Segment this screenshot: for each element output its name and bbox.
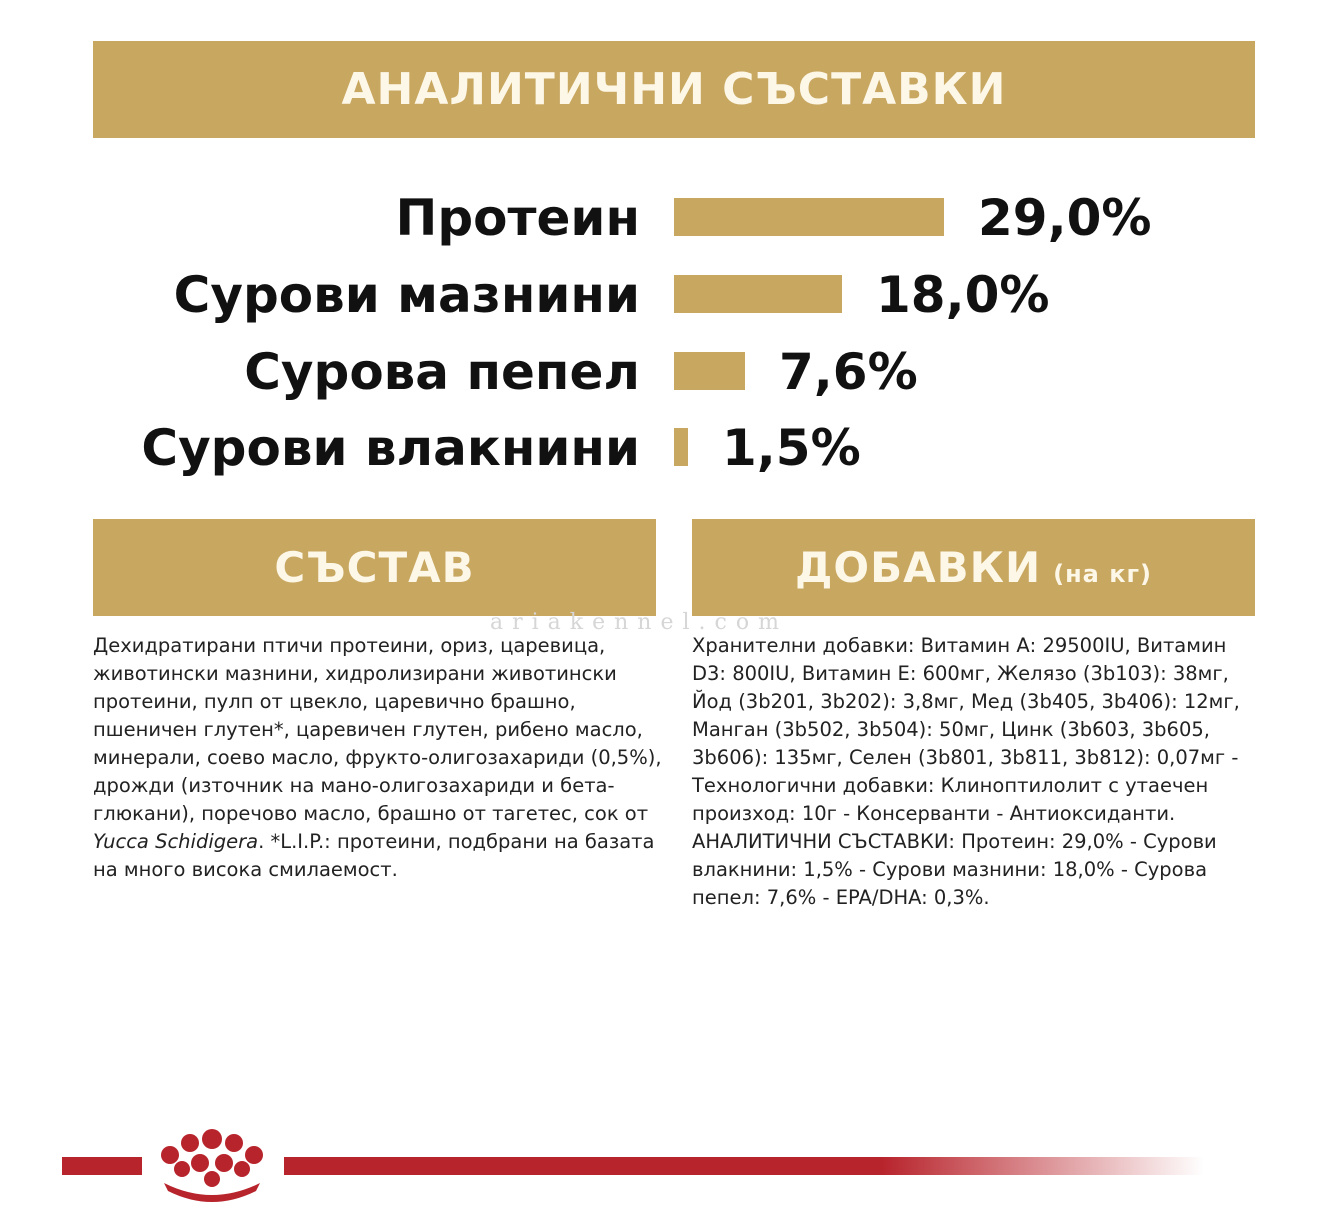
footer-line-right xyxy=(284,1157,1204,1175)
additives-header xyxy=(692,519,1255,616)
analytic-bar xyxy=(674,198,944,236)
analytic-value: 7,6% xyxy=(779,343,918,401)
composition-title: СЪСТАВ xyxy=(274,543,475,592)
additives-title-suffix: (на кг) xyxy=(1053,559,1153,588)
analytic-bar xyxy=(674,352,745,390)
analytical-constituents-title: АНАЛИТИЧНИ СЪСТАВКИ xyxy=(341,64,1007,115)
analytic-value: 29,0% xyxy=(978,189,1152,247)
analytic-label: Протеин xyxy=(395,189,640,247)
analytic-label: Сурова пепел xyxy=(244,343,640,401)
analytic-value: 1,5% xyxy=(722,419,861,477)
composition-text-italic: Yucca Schidigera xyxy=(93,830,259,853)
composition-header xyxy=(93,519,656,616)
analytic-value: 18,0% xyxy=(876,266,1050,324)
additives-title: ДОБАВКИ xyxy=(794,543,1042,592)
analytic-bar xyxy=(674,275,842,313)
analytic-row-fat xyxy=(0,260,1318,330)
analytic-row-protein xyxy=(0,183,1318,253)
analytic-label: Сурови влакнини xyxy=(141,419,640,477)
royal-canin-crown-icon xyxy=(148,1125,276,1205)
analytic-label: Сурови мазнини xyxy=(173,266,640,324)
analytic-bar xyxy=(674,428,688,466)
footer-line-left xyxy=(62,1157,142,1175)
analytical-constituents-header xyxy=(93,41,1255,138)
composition-text-part: Дехидратирани птичи протеини, ориз, царевица, животински мазнини, хидролизирани животински протеини, пулп от цвекло, царевично брашно, пшеничен глутен*, царевичен глутен, рибено масло, минерали, соево масло, фрукто-олигозахариди (0,5%), дрожди (източник на мано-олигозахариди и бета-глюкани), поречово масло, брашно от тагетес, сок от xyxy=(93,634,662,825)
watermark: ariakennel.com xyxy=(490,610,788,635)
composition-text xyxy=(93,632,663,884)
additives-text: Хранителни добавки: Витамин А: 29500IU, Витамин D3: 800IU, Витамин Е: 600мг, Желязо (3b103): 38мг, Йод (3b201, 3b202): 3,8мг, Мед (3b405, 3b406): 12мг, Манган (3b502, 3b504): 50мг, Цинк (3b603, 3b605, 3b606): 135мг, Селен (3b801, 3b811, 3b812): 0,07мг - Технологични добавки: Клиноптилолит с утаечен произход: 10г - Консерванти - Антиоксиданти. АНАЛИТИЧНИ СЪСТАВКИ: Протеин: 29,0% - Сурови влакнини: 1,5% - Сурови мазнини: 18,0% - Сурова пепел: 7,6% - EPA/DHA: 0,3%. xyxy=(692,634,1240,909)
analytic-row-fibre xyxy=(0,413,1318,483)
composition-text-part: . *L.I.P.: протеини, подбрани на базата на много висока смилаемост. xyxy=(93,830,655,881)
analytic-row-ash xyxy=(0,337,1318,407)
